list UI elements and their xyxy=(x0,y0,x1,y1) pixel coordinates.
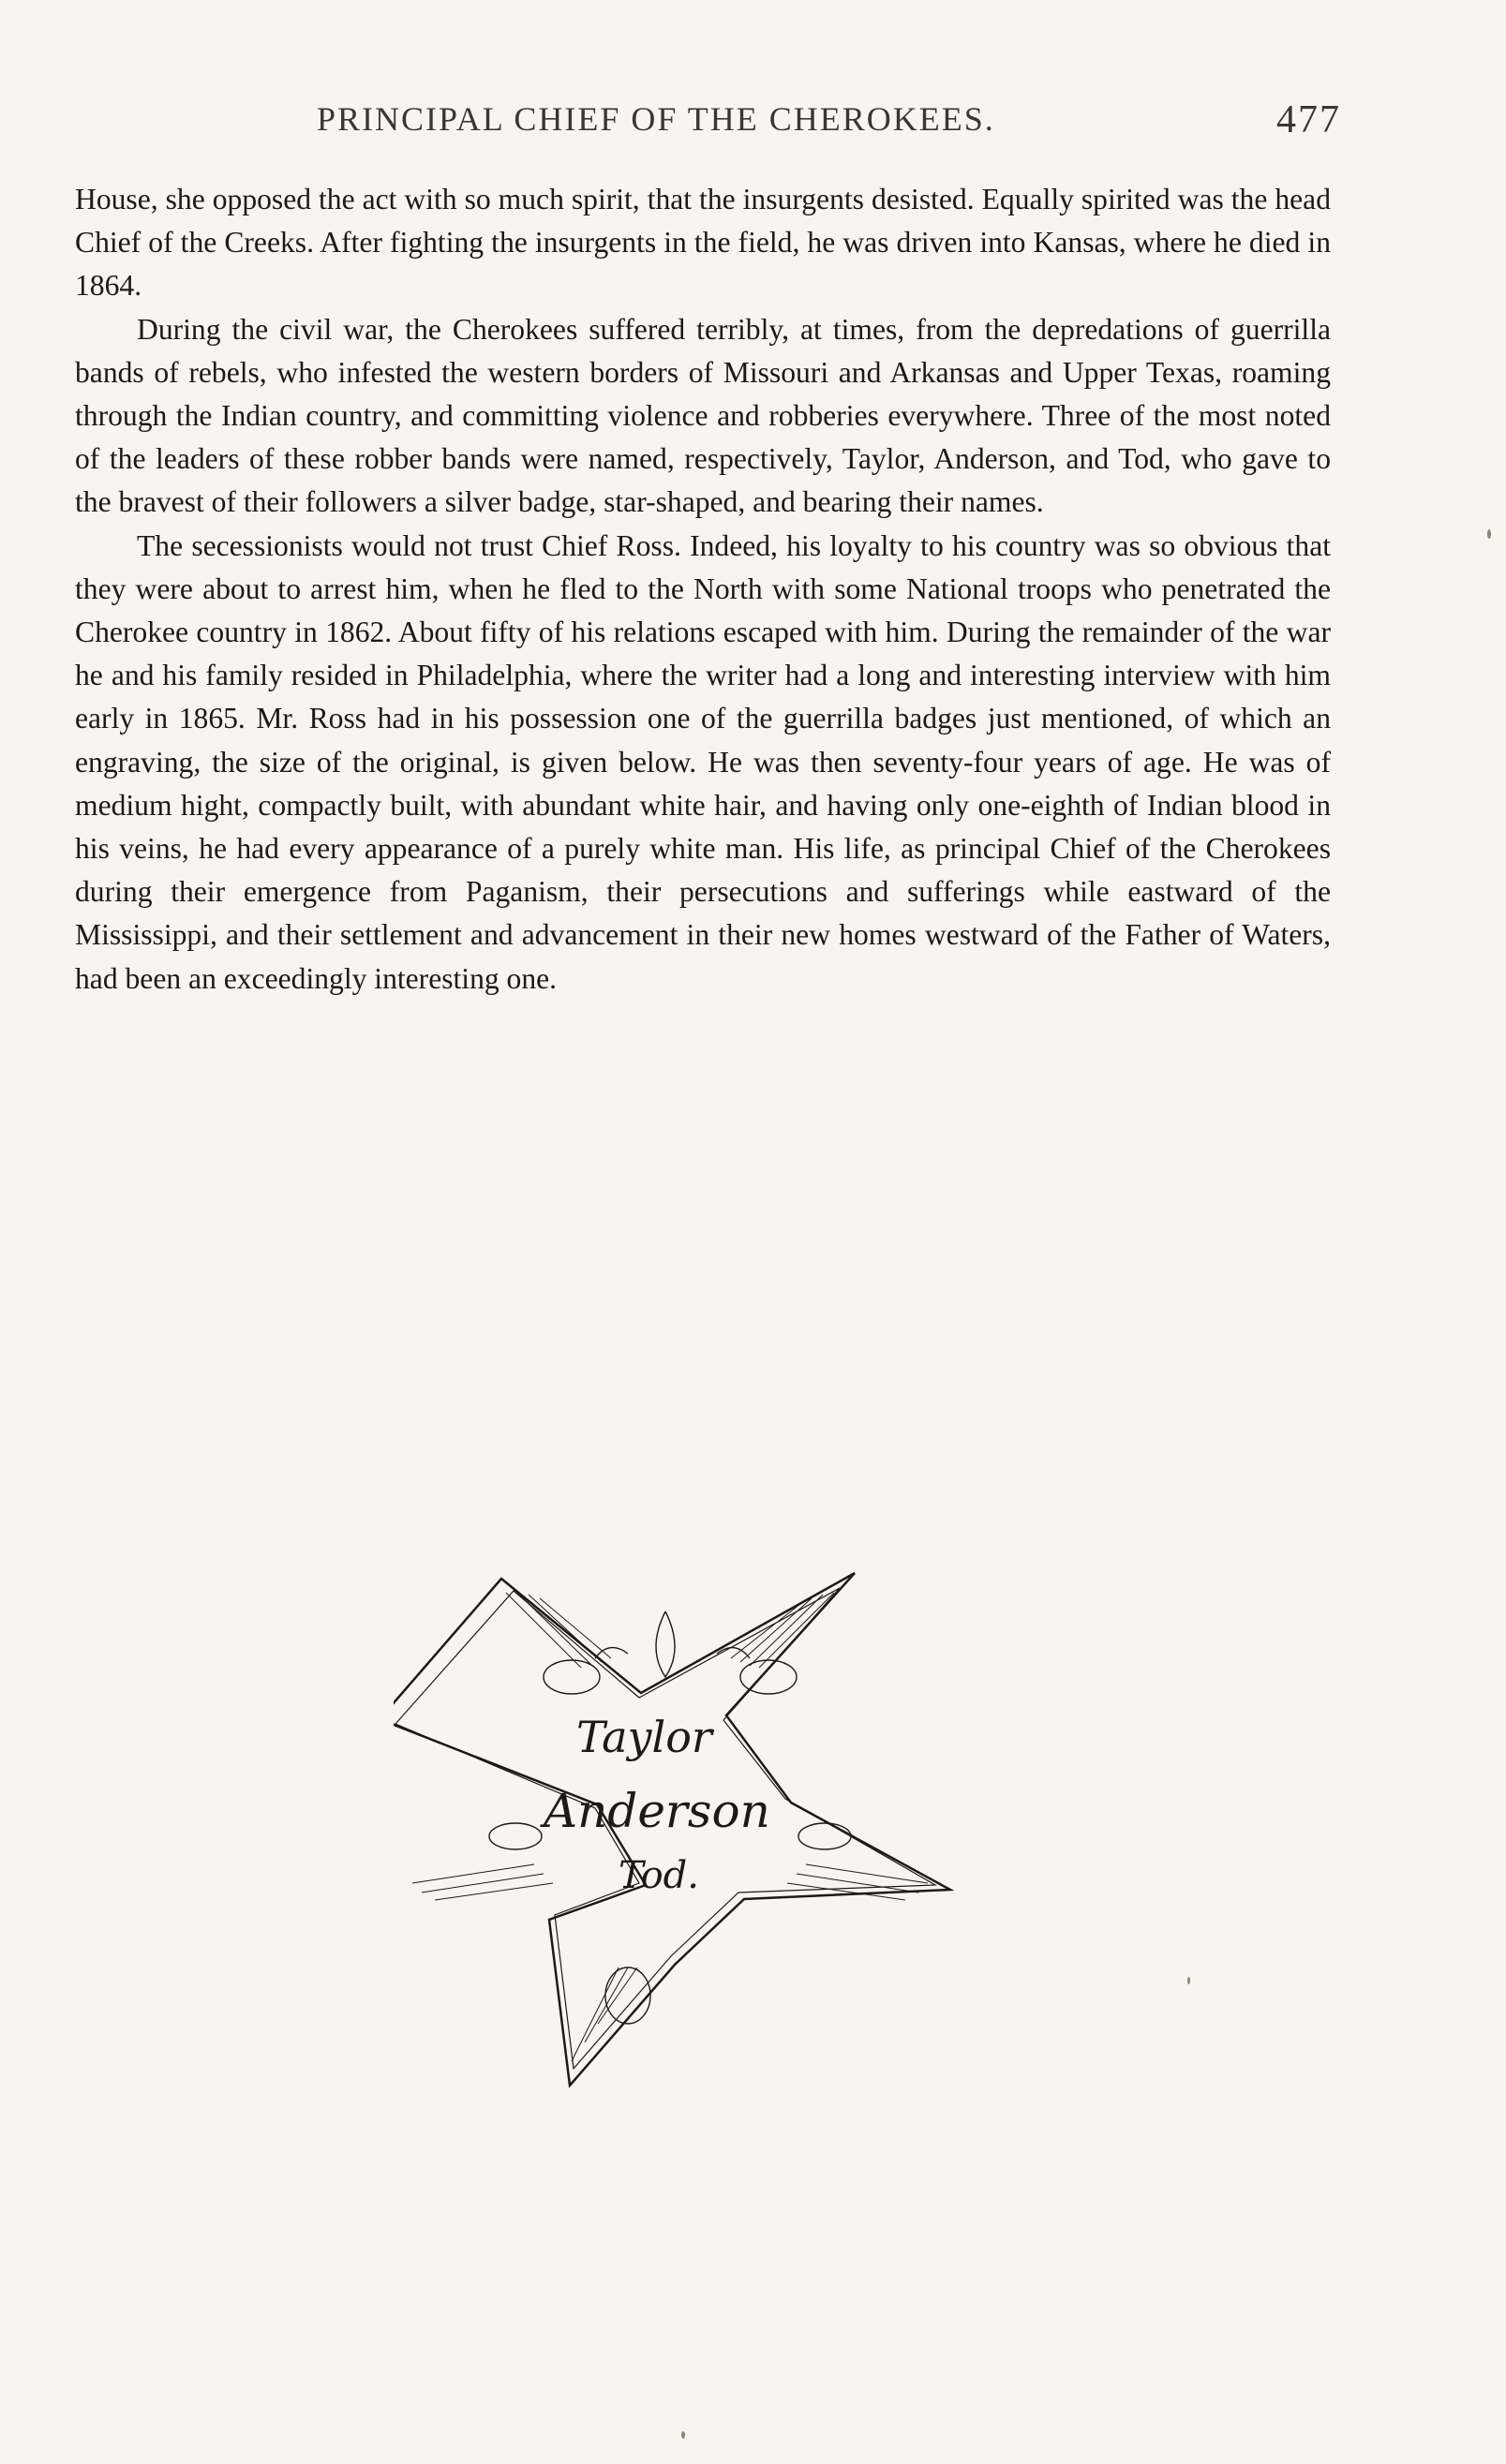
paper-speck xyxy=(1187,1977,1190,1984)
badge-name-anderson: Anderson xyxy=(544,1784,770,1838)
badge-name-taylor: Taylor xyxy=(576,1712,712,1762)
body-text xyxy=(75,178,1331,1001)
paragraph-civil-war: During the civil war, the Cherokees suffered terribly, at times, from the depredations of guerrilla bands of rebels, who infested the western borders of Missouri and Arkansas and Upper Texas, roaming through the Indian country, and committing violence and robberies everywhere. Three of the most noted of the leaders of these robber bands were named, respectively, Taylor, Anderson, and Tod, who gave to the bravest of their followers a silver badge, star-shaped, and bearing their names. xyxy=(75,312,1331,519)
paragraph-chief-ross: The secessionists would not trust Chief Ross. Indeed, his loyalty to his country was so obvious that they were about to arrest him, when he fled to the North with some National troops who penetrated the Cherokee country in 1862. About fifty of his relations escaped with him. During the remainder of the war he and his family resided in Philadelphia, where the writer had a long and interesting interview with him early in 1865. Mr. Ross had in his possession one of the guerrilla badges just mentioned, of which an engraving, the size of the original, is given below. He was then seventy-four years of age. He was of medium hight, compactly built, with abundant white hair, and having only one-eighth of Indian blood in his veins, he had every appearance of a purely white man. His life, as principal Chief of the Cherokees during their emergence from Paganism, their persecutions and sufferings while eastward of the Mississippi, and their settlement and advancement in their new homes westward of the Father of Waters, had been an exceedingly interesting one. xyxy=(75,528,1331,995)
page-number: 477 xyxy=(1276,98,1341,141)
paper-speck xyxy=(1487,529,1491,539)
paper-speck xyxy=(681,2431,685,2439)
guerrilla-badge-engraving xyxy=(394,1555,975,2117)
running-head xyxy=(75,98,1341,156)
paragraph-continued: House, she opposed the act with so much spirit, that the insurgents desisted. Equally spirited was the head Chief of the Creeks. After fighting the insurgents in the field, he was driven into Kansas, where he died in 1864. xyxy=(75,183,1331,303)
running-title: PRINCIPAL CHIEF OF THE CHEROKEES. xyxy=(317,100,995,138)
star-badge-illustration xyxy=(394,1555,975,2117)
badge-name-tod: Tod. xyxy=(619,1854,699,1897)
